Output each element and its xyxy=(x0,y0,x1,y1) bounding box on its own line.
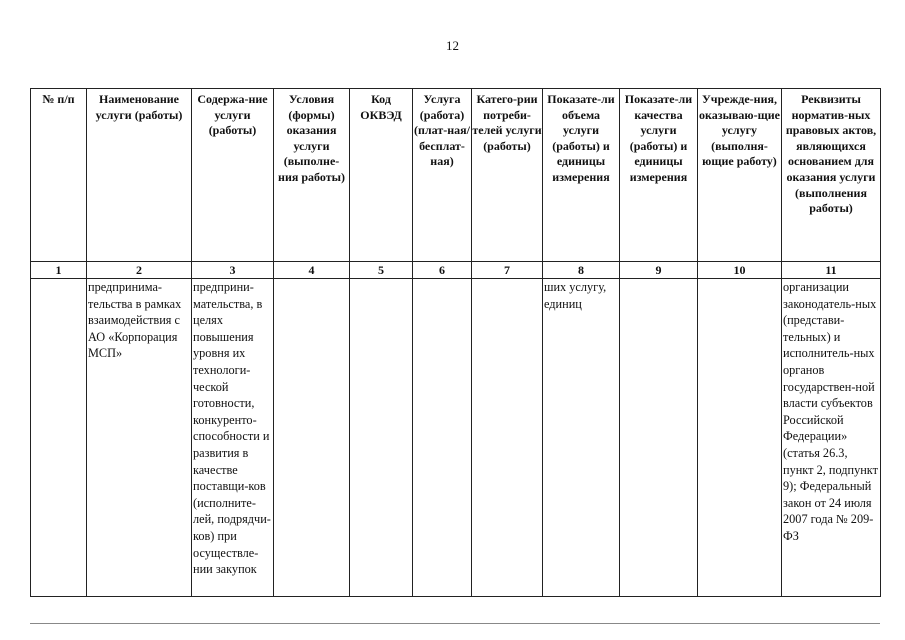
cell-legal-acts xyxy=(782,279,881,597)
col-index: 10 xyxy=(698,262,782,279)
col-header-quality-indicators: Показате-ли качества услуги (работы) и единицы измерения xyxy=(620,89,698,262)
col-index: 6 xyxy=(413,262,472,279)
cell-service-content-text: предприни-мательства, в целях повышения уровня их технологи-ческой готовности, конкуренто-способности и развития в качестве поставщи-ков (исполните-лей, подрядчи-ков) при осуществле-нии закупок xyxy=(193,280,271,577)
cell-institutions xyxy=(698,279,782,597)
col-header-conditions: Условия (формы) оказания услуги (выполне-ния работы) xyxy=(274,89,350,262)
col-header-okved-code: Код ОКВЭД xyxy=(350,89,413,262)
col-index: 5 xyxy=(350,262,413,279)
col-index: 3 xyxy=(192,262,274,279)
col-header-legal-acts: Реквизиты норматив-ных правовых актов, являющихся основанием для оказания услуги (выполнения работы) xyxy=(782,89,881,262)
col-header-institutions: Учрежде-ния, оказываю-щие услугу (выполня-ющие работу) xyxy=(698,89,782,262)
col-index: 11 xyxy=(782,262,881,279)
cell-conditions xyxy=(274,279,350,597)
services-register-table xyxy=(30,88,881,597)
cell-volume-indicators-text: ших услугу, единиц xyxy=(544,280,607,311)
page-number: 12 xyxy=(446,38,459,53)
scan-divider-line xyxy=(30,623,880,624)
column-index-row xyxy=(31,262,881,279)
col-header-service-content: Содержа-ние услуги (работы) xyxy=(192,89,274,262)
cell-volume-indicators xyxy=(543,279,620,597)
col-header-volume-indicators: Показате-ли объема услуги (работы) и единицы измерения xyxy=(543,89,620,262)
col-index: 4 xyxy=(274,262,350,279)
col-index: 8 xyxy=(543,262,620,279)
table-row xyxy=(31,279,881,597)
col-index: 7 xyxy=(472,262,543,279)
cell-okved-code xyxy=(350,279,413,597)
col-header-number: № п/п xyxy=(31,89,87,262)
col-header-service-name: Наименование услуги (работы) xyxy=(87,89,192,262)
header-row xyxy=(31,89,881,262)
cell-service-name-text: предпринима-тельства в рамках взаимодействия с АО «Корпорация МСП» xyxy=(88,280,182,361)
cell-number xyxy=(31,279,87,597)
cell-service-content xyxy=(192,279,274,597)
cell-quality-indicators xyxy=(620,279,698,597)
col-index: 2 xyxy=(87,262,192,279)
cell-paid-free xyxy=(413,279,472,597)
cell-legal-acts-text: организации законодатель-ных (представи-тельных) и исполнитель-ных органов государствен-ной власти субъектов Российской Федерации» (статья 26.3, пункт 2, подпункт 9); Федеральный закон от 24 июля 2007 года № 209-ФЗ xyxy=(783,280,878,543)
col-header-paid-free: Услуга (работа) (плат-ная/ бесплат-ная) xyxy=(413,89,472,262)
cell-service-name xyxy=(87,279,192,597)
cell-consumer-categories xyxy=(472,279,543,597)
col-index: 9 xyxy=(620,262,698,279)
col-index: 1 xyxy=(31,262,87,279)
col-header-consumer-categories: Катего-рии потреби-телей услуги (работы) xyxy=(472,89,543,262)
